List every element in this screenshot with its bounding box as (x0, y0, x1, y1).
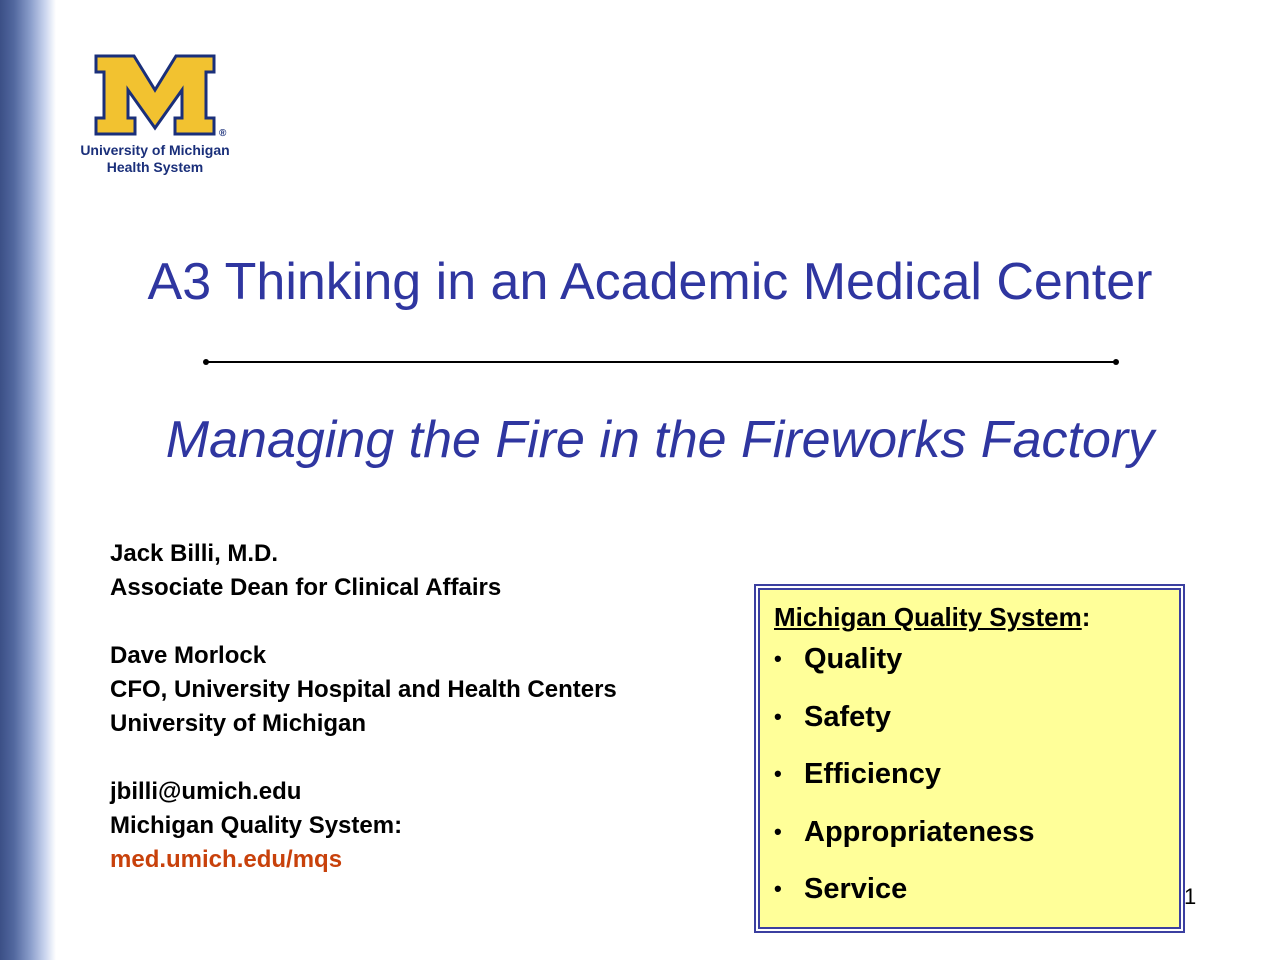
bullet-icon: • (774, 646, 782, 671)
mqs-url: med.umich.edu/mqs (110, 846, 343, 873)
author-organization: University of Michigan (110, 710, 367, 737)
list-item (774, 874, 1165, 932)
bullet-icon: • (774, 876, 782, 901)
contact-email: jbilli@umich.edu (110, 778, 302, 805)
author-name-2: Dave Morlock (110, 642, 267, 669)
slide-title: A3 Thinking in an Academic Medical Center (147, 253, 1153, 311)
author-role-2: CFO, University Hospital and Health Centers (110, 676, 617, 703)
list-item (774, 702, 1165, 760)
list-item-label: Service (804, 873, 908, 905)
list-item (774, 759, 1165, 817)
quality-system-box-inner (758, 588, 1181, 929)
list-item-label: Safety (804, 700, 892, 733)
bullet-icon: • (774, 818, 782, 844)
page-number: 1 (1184, 884, 1197, 909)
title-divider (200, 354, 1122, 370)
spacer (110, 605, 750, 639)
list-item (774, 817, 1165, 875)
logo-line-2: Health System (106, 159, 204, 175)
quality-system-heading-text: Michigan Quality System (774, 602, 1082, 632)
list-item-label: Efficiency (804, 758, 941, 790)
bullet-icon: • (774, 703, 782, 729)
quality-system-box (754, 584, 1185, 933)
spacer (110, 741, 750, 775)
university-logo (62, 52, 252, 182)
author-block (110, 537, 750, 877)
list-item-label: Appropriateness (804, 815, 1035, 848)
slide-subtitle: Managing the Fire in the Fireworks Factory (165, 411, 1155, 469)
heading-colon: : (1081, 602, 1091, 632)
list-item (774, 644, 1165, 702)
mqs-label: Michigan Quality System: (110, 812, 403, 839)
author-name-1: Jack Billi, M.D. (110, 540, 279, 567)
registered-mark: ® (219, 128, 227, 139)
block-m-icon (62, 52, 248, 142)
author-role-1: Associate Dean for Clinical Affairs (110, 574, 502, 601)
list-item-label: Quality (804, 643, 903, 675)
left-gradient-bar (0, 0, 56, 960)
quality-system-list (774, 644, 1165, 932)
bullet-icon: • (774, 761, 782, 786)
quality-system-heading (774, 602, 1165, 632)
logo-line-1: University of Michigan (80, 142, 230, 158)
logo-caption (62, 142, 248, 176)
